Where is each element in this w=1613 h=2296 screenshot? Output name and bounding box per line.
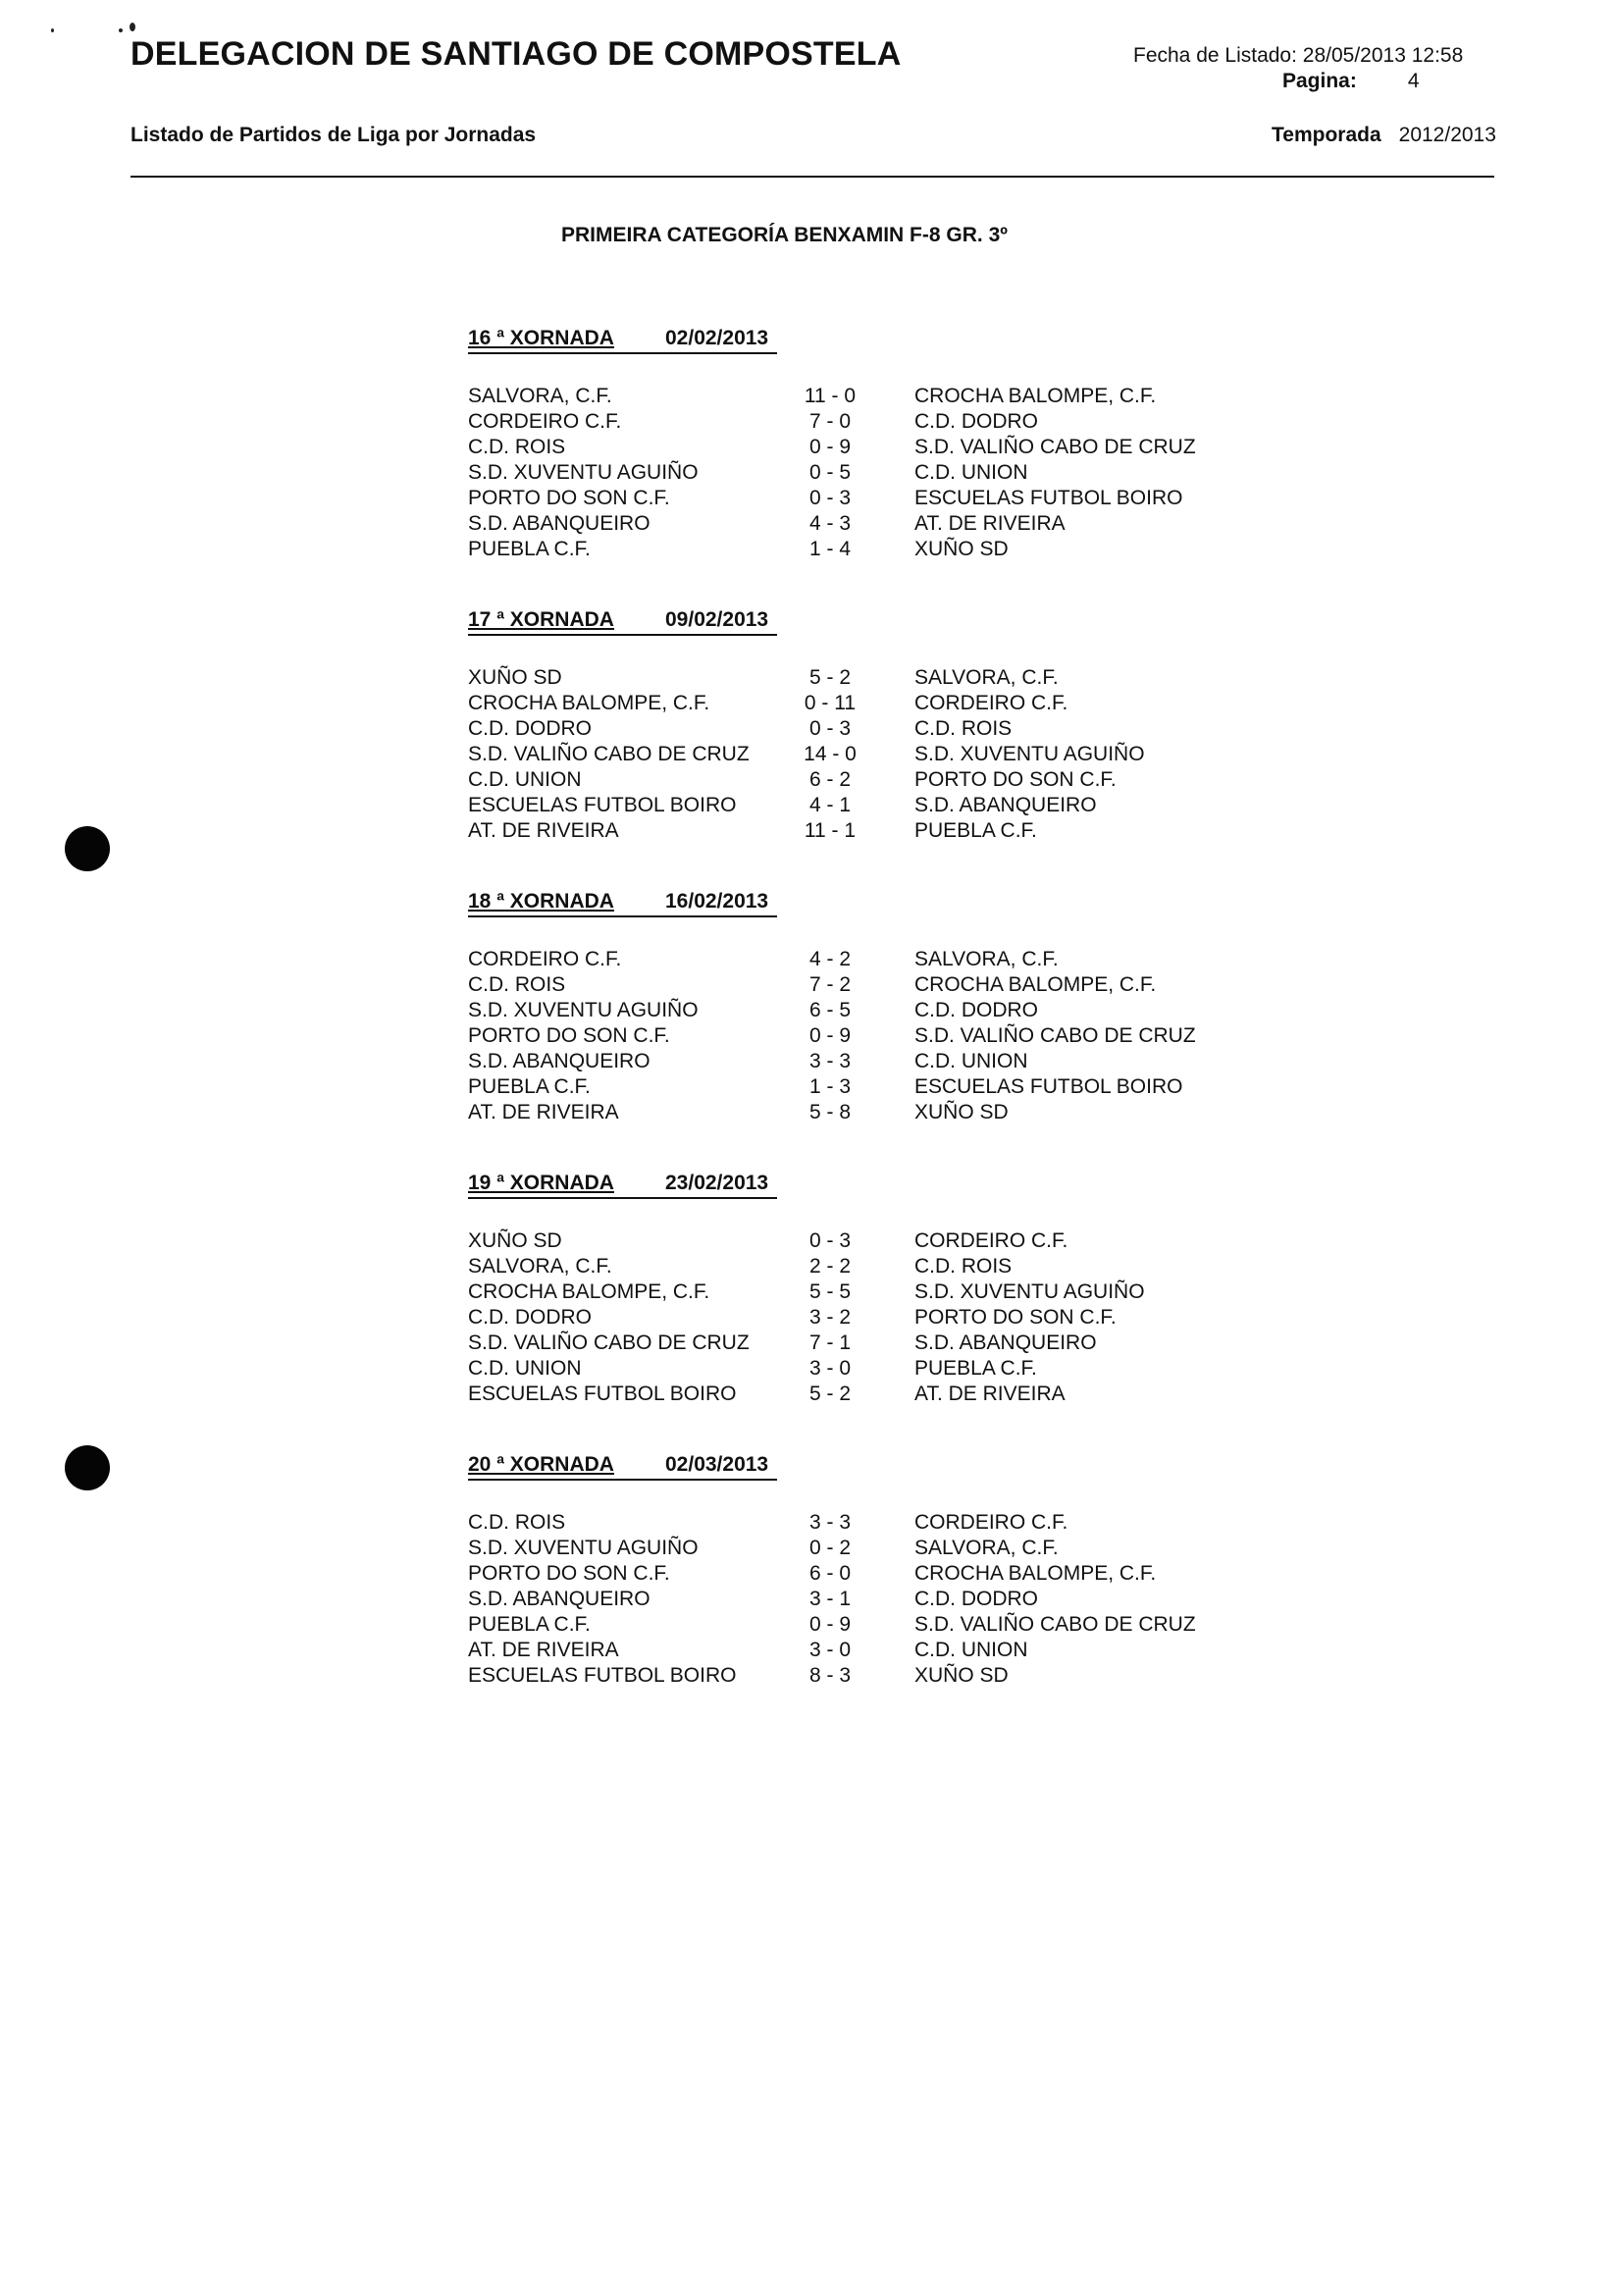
home-team: C.D. ROIS — [468, 1511, 566, 1534]
away-team: CORDEIRO C.F. — [914, 1511, 1068, 1534]
round-label: 17 ª XORNADA — [468, 608, 614, 631]
round-underline — [468, 1479, 777, 1481]
match-row — [468, 972, 1351, 998]
away-team: ESCUELAS FUTBOL BOIRO — [914, 487, 1183, 509]
round-underline — [468, 1197, 777, 1199]
match-row — [468, 1561, 1351, 1587]
match-score: 7 - 2 — [808, 973, 852, 996]
match-list — [468, 665, 1351, 844]
home-team: ESCUELAS FUTBOL BOIRO — [468, 794, 737, 816]
home-team: S.D. ABANQUEIRO — [468, 512, 650, 535]
match-row — [468, 767, 1351, 793]
season-value: 2012/2013 — [1398, 124, 1496, 146]
match-score: 0 - 3 — [808, 487, 852, 509]
match-row — [468, 1536, 1351, 1561]
home-team: AT. DE RIVEIRA — [468, 1101, 619, 1123]
round-section — [468, 327, 1351, 562]
home-team: C.D. UNION — [468, 1357, 582, 1380]
match-score: 5 - 2 — [808, 1383, 852, 1405]
home-team: ESCUELAS FUTBOL BOIRO — [468, 1664, 737, 1687]
match-row — [468, 1049, 1351, 1074]
match-score: 7 - 1 — [808, 1331, 852, 1354]
home-team: CROCHA BALOMPE, C.F. — [468, 1280, 710, 1303]
match-row — [468, 511, 1351, 537]
round-date: 02/02/2013 — [665, 327, 769, 349]
match-row — [468, 947, 1351, 972]
round-date: 23/02/2013 — [665, 1172, 769, 1194]
match-score: 14 - 0 — [804, 743, 857, 765]
header-divider — [130, 176, 1494, 178]
round-label: 19 ª XORNADA — [468, 1172, 614, 1194]
round-label: 16 ª XORNADA — [468, 327, 614, 349]
away-team: S.D. XUVENTU AGUIÑO — [914, 1280, 1145, 1303]
match-row — [468, 384, 1351, 409]
home-team: S.D. ABANQUEIRO — [468, 1588, 650, 1610]
match-row — [468, 1254, 1351, 1279]
round-date: 16/02/2013 — [665, 890, 769, 913]
match-score: 0 - 11 — [804, 692, 857, 714]
home-team: PUEBLA C.F. — [468, 538, 591, 560]
match-row — [468, 537, 1351, 562]
away-team: CROCHA BALOMPE, C.F. — [914, 385, 1157, 407]
match-score: 6 - 5 — [808, 999, 852, 1021]
listing-date-value: 28/05/2013 12:58 — [1302, 44, 1464, 67]
home-team: S.D. ABANQUEIRO — [468, 1050, 650, 1072]
match-score: 3 - 3 — [808, 1511, 852, 1534]
away-team: ESCUELAS FUTBOL BOIRO — [914, 1075, 1183, 1098]
match-row — [468, 998, 1351, 1023]
home-team: ESCUELAS FUTBOL BOIRO — [468, 1383, 737, 1405]
match-score: 11 - 1 — [804, 819, 857, 842]
round-header — [468, 890, 777, 919]
match-score: 0 - 9 — [808, 1024, 852, 1047]
punch-hole — [65, 826, 110, 871]
match-row — [468, 1356, 1351, 1382]
match-score: 1 - 4 — [808, 538, 852, 560]
match-score: 4 - 1 — [808, 794, 852, 816]
match-row — [468, 665, 1351, 691]
home-team: S.D. VALIÑO CABO DE CRUZ — [468, 743, 750, 765]
home-team: C.D. DODRO — [468, 717, 592, 740]
match-row — [468, 742, 1351, 767]
match-row — [468, 1074, 1351, 1100]
match-score: 8 - 3 — [808, 1664, 852, 1687]
match-row — [468, 1100, 1351, 1125]
match-score: 3 - 3 — [808, 1050, 852, 1072]
round-label: 20 ª XORNADA — [468, 1453, 614, 1476]
round-section — [468, 608, 1351, 844]
match-score: 0 - 3 — [808, 717, 852, 740]
match-score: 3 - 2 — [808, 1306, 852, 1329]
listing-subtitle: Listado de Partidos de Liga por Jornadas — [130, 124, 537, 146]
away-team: SALVORA, C.F. — [914, 1537, 1059, 1559]
away-team: S.D. VALIÑO CABO DE CRUZ — [914, 1024, 1196, 1047]
match-row — [468, 1510, 1351, 1536]
round-underline — [468, 352, 777, 354]
match-score: 0 - 3 — [808, 1229, 852, 1252]
match-score: 4 - 3 — [808, 512, 852, 535]
away-team: SALVORA, C.F. — [914, 666, 1059, 689]
page-number-value: 4 — [1407, 70, 1420, 92]
match-list — [468, 384, 1351, 562]
home-team: C.D. ROIS — [468, 973, 566, 996]
home-team: CROCHA BALOMPE, C.F. — [468, 692, 710, 714]
match-score: 0 - 9 — [808, 436, 852, 458]
match-row — [468, 1279, 1351, 1305]
round-underline — [468, 915, 777, 917]
season-label: Temporada — [1272, 124, 1381, 146]
match-row — [468, 1612, 1351, 1638]
away-team: XUÑO SD — [914, 1664, 1009, 1687]
match-row — [468, 818, 1351, 844]
match-score: 0 - 2 — [808, 1537, 852, 1559]
home-team: XUÑO SD — [468, 666, 562, 689]
category-title: PRIMEIRA CATEGORÍA BENXAMIN F-8 GR. 3º — [561, 224, 1008, 246]
home-team: C.D. ROIS — [468, 436, 566, 458]
round-header — [468, 608, 777, 638]
round-section — [468, 890, 1351, 1125]
away-team: SALVORA, C.F. — [914, 948, 1059, 970]
away-team: CORDEIRO C.F. — [914, 692, 1068, 714]
home-team: S.D. XUVENTU AGUIÑO — [468, 461, 699, 484]
away-team: PUEBLA C.F. — [914, 1357, 1037, 1380]
match-row — [468, 1228, 1351, 1254]
home-team: PORTO DO SON C.F. — [468, 1024, 670, 1047]
home-team: AT. DE RIVEIRA — [468, 819, 619, 842]
page-number — [1282, 70, 1420, 93]
home-team: PUEBLA C.F. — [468, 1613, 591, 1636]
scan-speck — [119, 28, 123, 32]
round-header — [468, 1172, 777, 1201]
away-team: PORTO DO SON C.F. — [914, 768, 1117, 791]
round-section — [468, 1172, 1351, 1407]
match-row — [468, 691, 1351, 716]
home-team: SALVORA, C.F. — [468, 1255, 612, 1278]
home-team: CORDEIRO C.F. — [468, 410, 622, 433]
scan-speck — [130, 23, 135, 31]
away-team: C.D. DODRO — [914, 999, 1038, 1021]
away-team: S.D. ABANQUEIRO — [914, 794, 1097, 816]
match-score: 0 - 9 — [808, 1613, 852, 1636]
match-row — [468, 409, 1351, 435]
away-team: CROCHA BALOMPE, C.F. — [914, 973, 1157, 996]
away-team: C.D. DODRO — [914, 1588, 1038, 1610]
match-score: 0 - 5 — [808, 461, 852, 484]
match-score: 5 - 2 — [808, 666, 852, 689]
home-team: S.D. XUVENTU AGUIÑO — [468, 999, 699, 1021]
away-team: AT. DE RIVEIRA — [914, 1383, 1066, 1405]
round-date: 09/02/2013 — [665, 608, 769, 631]
match-row — [468, 716, 1351, 742]
match-score: 11 - 0 — [804, 385, 857, 407]
home-team: CORDEIRO C.F. — [468, 948, 622, 970]
match-row — [468, 1023, 1351, 1049]
round-underline — [468, 634, 777, 636]
season — [1272, 124, 1496, 147]
away-team: C.D. ROIS — [914, 1255, 1013, 1278]
away-team: C.D. UNION — [914, 461, 1028, 484]
listing-date-label: Fecha de Listado: — [1133, 44, 1297, 67]
punch-hole — [65, 1445, 110, 1490]
page-number-label: Pagina: — [1282, 70, 1357, 92]
away-team: XUÑO SD — [914, 1101, 1009, 1123]
scan-speck — [51, 28, 54, 32]
match-row — [468, 1663, 1351, 1689]
home-team: S.D. VALIÑO CABO DE CRUZ — [468, 1331, 750, 1354]
match-list — [468, 1510, 1351, 1689]
match-score: 6 - 2 — [808, 768, 852, 791]
match-row — [468, 486, 1351, 511]
away-team: S.D. VALIÑO CABO DE CRUZ — [914, 436, 1196, 458]
round-header — [468, 1453, 777, 1483]
away-team: S.D. XUVENTU AGUIÑO — [914, 743, 1145, 765]
match-list — [468, 947, 1351, 1125]
organization-title: DELEGACION DE SANTIAGO DE COMPOSTELA — [130, 35, 902, 73]
listing-date — [1133, 44, 1463, 68]
home-team: PORTO DO SON C.F. — [468, 487, 670, 509]
match-score: 3 - 0 — [808, 1639, 852, 1661]
match-row — [468, 1331, 1351, 1356]
match-row — [468, 1305, 1351, 1331]
match-score: 5 - 8 — [808, 1101, 852, 1123]
match-row — [468, 460, 1351, 486]
away-team: C.D. DODRO — [914, 410, 1038, 433]
away-team: CORDEIRO C.F. — [914, 1229, 1068, 1252]
away-team: CROCHA BALOMPE, C.F. — [914, 1562, 1157, 1585]
round-date: 02/03/2013 — [665, 1453, 769, 1476]
away-team: PORTO DO SON C.F. — [914, 1306, 1117, 1329]
match-score: 3 - 0 — [808, 1357, 852, 1380]
round-label: 18 ª XORNADA — [468, 890, 614, 913]
home-team: S.D. XUVENTU AGUIÑO — [468, 1537, 699, 1559]
away-team: AT. DE RIVEIRA — [914, 512, 1066, 535]
match-score: 3 - 1 — [808, 1588, 852, 1610]
home-team: C.D. UNION — [468, 768, 582, 791]
match-score: 4 - 2 — [808, 948, 852, 970]
away-team: PUEBLA C.F. — [914, 819, 1037, 842]
match-score: 2 - 2 — [808, 1255, 852, 1278]
match-score: 5 - 5 — [808, 1280, 852, 1303]
away-team: C.D. UNION — [914, 1639, 1028, 1661]
match-row — [468, 1382, 1351, 1407]
home-team: C.D. DODRO — [468, 1306, 592, 1329]
home-team: AT. DE RIVEIRA — [468, 1639, 619, 1661]
away-team: S.D. VALIÑO CABO DE CRUZ — [914, 1613, 1196, 1636]
away-team: S.D. ABANQUEIRO — [914, 1331, 1097, 1354]
match-list — [468, 1228, 1351, 1407]
match-score: 6 - 0 — [808, 1562, 852, 1585]
home-team: PORTO DO SON C.F. — [468, 1562, 670, 1585]
away-team: C.D. UNION — [914, 1050, 1028, 1072]
away-team: XUÑO SD — [914, 538, 1009, 560]
match-score: 7 - 0 — [808, 410, 852, 433]
match-row — [468, 1638, 1351, 1663]
round-section — [468, 1453, 1351, 1689]
away-team: C.D. ROIS — [914, 717, 1013, 740]
round-header — [468, 327, 777, 356]
match-row — [468, 435, 1351, 460]
home-team: XUÑO SD — [468, 1229, 562, 1252]
match-row — [468, 1587, 1351, 1612]
home-team: SALVORA, C.F. — [468, 385, 612, 407]
match-row — [468, 793, 1351, 818]
match-score: 1 - 3 — [808, 1075, 852, 1098]
home-team: PUEBLA C.F. — [468, 1075, 591, 1098]
